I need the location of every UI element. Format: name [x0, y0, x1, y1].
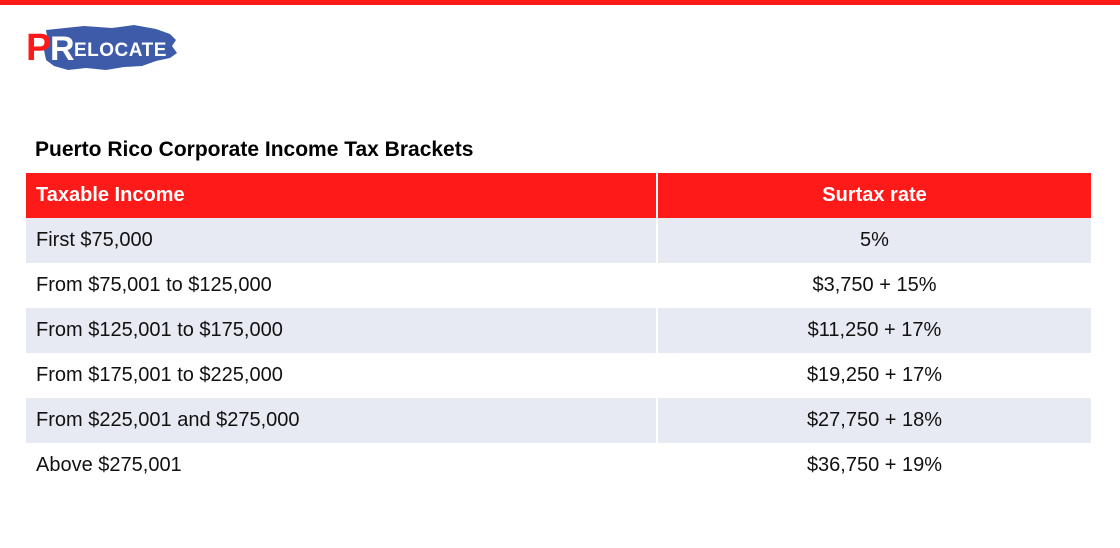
table-row: [26, 443, 1091, 488]
income-cell: From $225,001 and $275,000: [26, 398, 657, 443]
header-taxable-income: Taxable Income: [26, 173, 657, 218]
income-cell: From $175,001 to $225,000: [26, 353, 657, 398]
top-accent-bar: [0, 0, 1120, 5]
income-cell: First $75,000: [26, 218, 657, 263]
table-row: [26, 263, 1091, 308]
table-row: [26, 308, 1091, 353]
header-surtax-rate: Surtax rate: [657, 173, 1091, 218]
table-row: [26, 218, 1091, 263]
rate-cell: $19,250 + 17%: [657, 353, 1091, 398]
table-row: [26, 353, 1091, 398]
rate-cell: $27,750 + 18%: [657, 398, 1091, 443]
rate-cell: 5%: [657, 218, 1091, 263]
rate-cell: $11,250 + 17%: [657, 308, 1091, 353]
logo-wordmark: ELOCATE: [74, 40, 167, 61]
page-title: Puerto Rico Corporate Income Tax Brackets: [35, 138, 474, 161]
logo-letter-r: R: [50, 30, 75, 68]
income-cell: From $75,001 to $125,000: [26, 263, 657, 308]
income-cell: From $125,001 to $175,000: [26, 308, 657, 353]
rate-cell: $3,750 + 15%: [657, 263, 1091, 308]
prelocate-logo: [24, 20, 184, 74]
table-header-row: [26, 173, 1091, 218]
tax-brackets-table: [26, 173, 1091, 488]
table-row: [26, 398, 1091, 443]
logo-letter-p: P: [26, 27, 52, 69]
income-cell: Above $275,001: [26, 443, 657, 488]
rate-cell: $36,750 + 19%: [657, 443, 1091, 488]
